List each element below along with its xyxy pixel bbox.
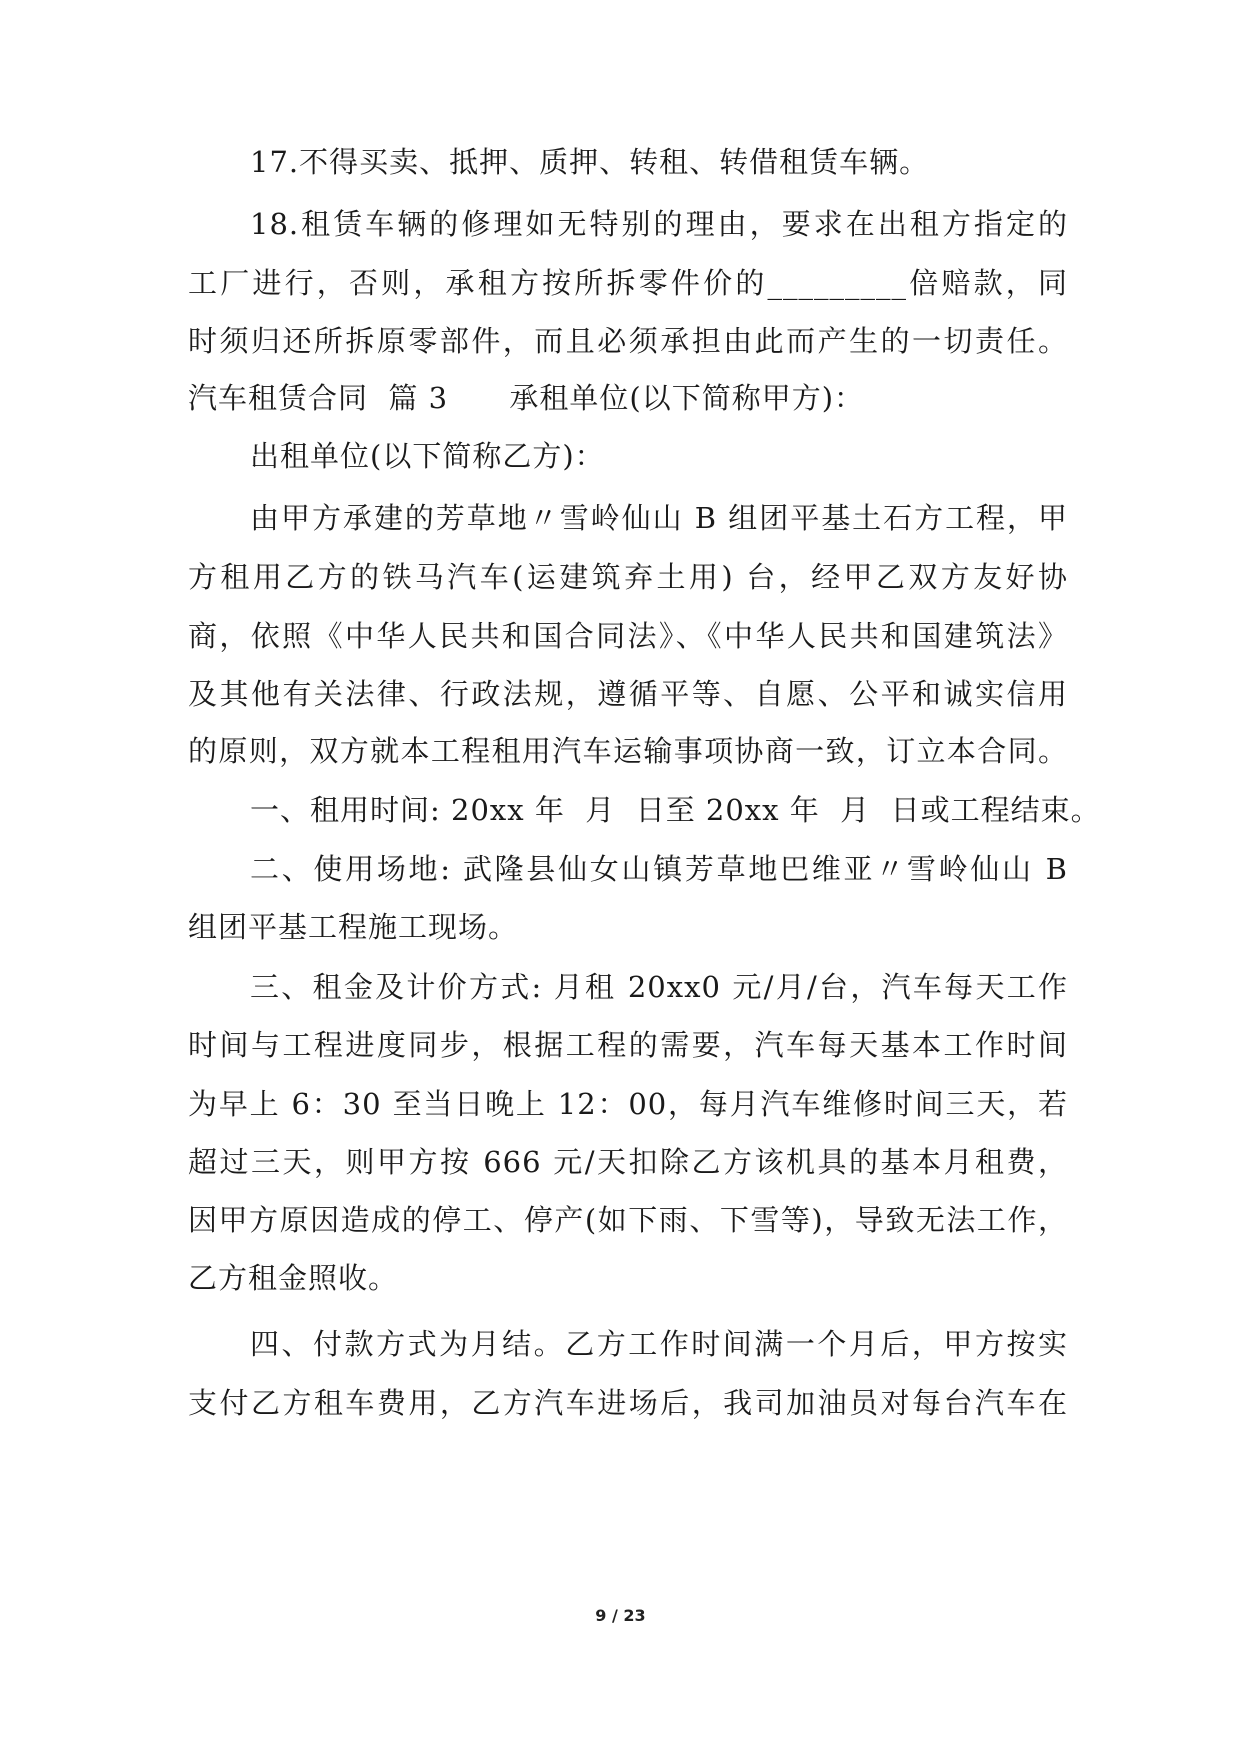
paragraph-line: 乙方租金照收。 [188,1261,399,1295]
paragraph-line: 17.不得买卖、抵押、质押、转租、转借租赁车辆。 [250,145,930,179]
paragraph-line: 组团平基工程施工现场。 [188,910,519,944]
paragraph-line: 为早上 6：30 至当日晚上 12：00，每月汽车维修时间三天，若 [188,1087,1068,1121]
section-heading: 汽车租赁合同 篇 3 承租单位(以下简称甲方)： [188,381,865,415]
paragraph-line: 三、租金及计价方式: 月租 20xx0 元/月/台，汽车每天工作 [250,970,1068,1004]
paragraph-line: 方租用乙方的铁马汽车(运建筑弃土用) 台，经甲乙双方友好协 [188,560,1068,594]
paragraph-line: 超过三天，则甲方按 666 元/天扣除乙方该机具的基本月租费， [188,1145,1068,1179]
paragraph-line: 由甲方承建的芳草地〃雪岭仙山 B 组团平基土石方工程，甲 [250,501,1068,535]
paragraph-line: 二、使用场地: 武隆县仙女山镇芳草地巴维亚〃雪岭仙山 B [250,852,1068,886]
paragraph-line: 因甲方原因造成的停工、停产(如下雨、下雪等)，导致无法工作， [188,1203,1068,1237]
page-number: 9 / 23 [595,1606,646,1625]
paragraph-line: 支付乙方租车费用，乙方汽车进场后，我司加油员对每台汽车在 [188,1386,1068,1420]
paragraph-line: 及其他有关法律、行政法规，遵循平等、自愿、公平和诚实信用 [188,677,1068,711]
paragraph-line: 时须归还所拆原零部件，而且必须承担由此而产生的一切责任。 [188,324,1068,358]
paragraph-line: 的原则，双方就本工程租用汽车运输事项协商一致，订立本合同。 [188,734,1068,768]
paragraph-line: 四、付款方式为月结。乙方工作时间满一个月后，甲方按实 [250,1327,1068,1361]
paragraph-line: 时间与工程进度同步，根据工程的需要，汽车每天基本工作时间 [188,1028,1068,1062]
paragraph-line: 18.租赁车辆的修理如无特别的理由，要求在出租方指定的 [250,207,1068,241]
paragraph-line: 出租单位(以下简称乙方)： [250,439,605,473]
paragraph-line: 一、租用时间: 20xx 年 月 日至 20xx 年 月 日或工程结束。 [250,793,1101,827]
paragraph-line: 工厂进行，否则，承租方按所拆零件价的_________倍赔款，同 [188,266,1068,300]
paragraph-line: 商，依照《中华人民共和国合同法》、《中华人民共和国建筑法》 [188,619,1068,653]
